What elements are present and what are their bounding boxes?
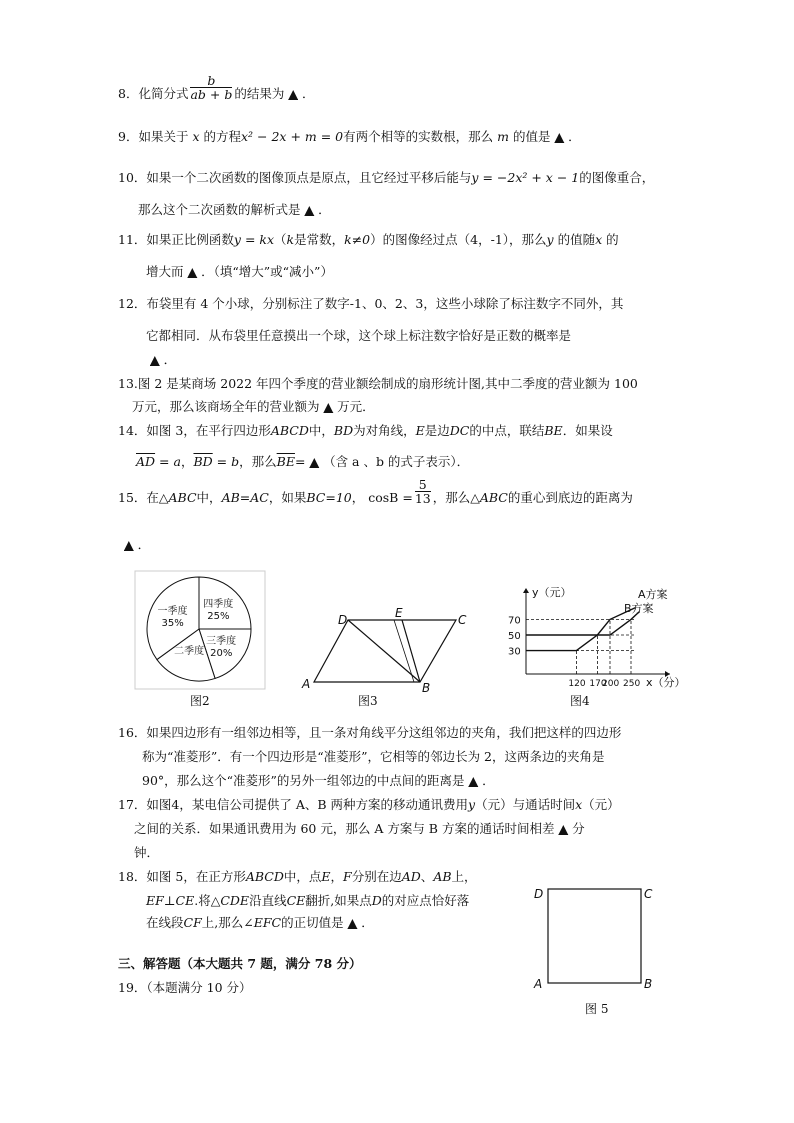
q18-ab: AB bbox=[433, 869, 452, 884]
fig5-label-C: C bbox=[644, 887, 653, 901]
fig4-ytick-50: 50 bbox=[508, 631, 521, 642]
q17-line2b: 分 bbox=[572, 821, 585, 836]
q11-x: x bbox=[595, 232, 603, 247]
q14-be: BE bbox=[544, 423, 563, 438]
q9-suffix: 的值是 bbox=[512, 129, 551, 144]
question-19: 19．（本题满分 10 分） bbox=[118, 980, 252, 995]
q14-eq3: = bbox=[294, 454, 306, 469]
fig4-y-arrow bbox=[523, 588, 529, 593]
diagonal-bd bbox=[348, 620, 420, 682]
fig4-legend-b: B方案 bbox=[624, 602, 654, 615]
q11-line2b: ．（填“增大”或“减小”） bbox=[201, 264, 333, 279]
q14-dc: DC bbox=[449, 423, 470, 438]
question-11-line2 bbox=[146, 264, 333, 280]
fig4-xtick-250: 250 bbox=[623, 679, 641, 689]
q9-equation: x² − 2x + m = 0 bbox=[241, 129, 344, 144]
question-16-line1 bbox=[118, 725, 621, 741]
pie-percent-3: 20% bbox=[210, 647, 233, 659]
q11-y: y bbox=[546, 232, 554, 247]
question-17-line2 bbox=[134, 821, 585, 837]
q9-var-x: x bbox=[192, 129, 200, 144]
q18-e: E bbox=[321, 869, 331, 884]
fig5-label-B: B bbox=[644, 977, 653, 991]
question-16-line3 bbox=[142, 773, 495, 789]
q18-text-c: ， bbox=[330, 869, 344, 884]
q9-mid: 的方程 bbox=[203, 129, 241, 144]
q15-bc: BC=10 bbox=[306, 490, 352, 505]
question-18-line2 bbox=[146, 893, 469, 909]
figure-5-square bbox=[530, 880, 660, 992]
q18-text-b: 中，点 bbox=[283, 869, 322, 884]
q8-denominator: ab + b bbox=[190, 87, 233, 102]
q9-prefix: 9．如果关于 bbox=[118, 129, 189, 144]
q10-line2: 那么这个二次函数的解析式是 bbox=[138, 202, 301, 217]
q11-equation: y = kx bbox=[233, 232, 275, 247]
q9-answer-blank: ▲ bbox=[554, 129, 565, 144]
q15-text-b: 中， bbox=[196, 490, 222, 505]
question-12-line2 bbox=[146, 328, 571, 344]
q16-line2: 称为“准菱形”．有一个四边形是“准菱形”，它相等的邻边长为 2，这两条边的夹角是 bbox=[142, 749, 605, 764]
q16-end: ． bbox=[482, 773, 495, 788]
label-B: B bbox=[422, 681, 431, 695]
q8-numerator: b bbox=[190, 74, 232, 88]
question-15-line2 bbox=[120, 537, 150, 553]
question-17-line1 bbox=[118, 797, 620, 813]
q15-text-c: ，如果 bbox=[268, 490, 307, 505]
q17-text-a: 17．如图4，某电信公司提供了 A、B 两种方案的移动通讯费用 bbox=[118, 797, 469, 812]
q15-fraction bbox=[415, 478, 431, 505]
label-E: E bbox=[395, 606, 403, 620]
q14-tail: （含 a 、b 的式子表示）． bbox=[323, 454, 470, 469]
question-15-line1 bbox=[118, 477, 633, 506]
q18-line3c: 的正切值是 bbox=[281, 915, 344, 930]
q18-ce: CE bbox=[286, 893, 306, 908]
q14-text-a: 14．如图 3，在平行四边形 bbox=[118, 423, 271, 438]
q11-line2: 增大而 bbox=[146, 264, 184, 279]
q11-text-c: 是常数， bbox=[294, 232, 345, 247]
q14-e: E bbox=[415, 423, 425, 438]
q14-mid: ，那么 bbox=[239, 454, 277, 469]
q15-cos: cosB = bbox=[368, 490, 413, 505]
question-10-line2 bbox=[138, 202, 331, 218]
q14-text-b: 中， bbox=[308, 423, 334, 438]
q18-line2c: 沿直线 bbox=[249, 893, 287, 908]
q10-answer-blank: ▲ bbox=[304, 202, 315, 217]
q18-ad: AD bbox=[401, 869, 421, 884]
q14-eq2: = b bbox=[216, 454, 240, 469]
q8-prefix: 8．化简分式 bbox=[118, 86, 189, 101]
q14-text-f: ．如果设 bbox=[562, 423, 613, 438]
q11-k: k bbox=[286, 232, 295, 247]
q15-abac: AB=AC bbox=[221, 490, 269, 505]
pie-percent-1: 35% bbox=[161, 618, 184, 630]
q16-line3: 90°，那么这个“准菱形”的另外一组邻边的中点间的距离是 bbox=[142, 773, 465, 788]
q18-text-d: 分别在边 bbox=[351, 869, 402, 884]
q11-answer-blank: ▲ bbox=[187, 264, 198, 279]
figure-5-caption: 图 5 bbox=[585, 1002, 609, 1016]
q16-line1: 16．如果四边形有一组邻边相等，且一条对角线平分这组邻边的夹角，我们把这样的四边形 bbox=[118, 725, 622, 740]
question-18-line1 bbox=[118, 869, 477, 885]
q11-k-condition: k≠0 bbox=[344, 232, 371, 247]
q18-efc: EFC bbox=[253, 915, 282, 930]
q18-line3b: 上,那么∠ bbox=[201, 915, 254, 930]
q18-f: F bbox=[343, 869, 352, 884]
q13-line1: 13.图 2 是某商场 2022 年四个季度的营业额绘制成的扇形统计图,其中二季度的营业额为 100 bbox=[118, 376, 638, 391]
question-17-line3 bbox=[134, 845, 159, 861]
q15-denominator: 13 bbox=[414, 491, 431, 506]
question-16-line2 bbox=[142, 749, 605, 765]
q12-answer-blank: ▲ bbox=[150, 352, 160, 367]
q11-text-d: ）的图像经过点（4，-1），那么 bbox=[370, 232, 547, 247]
q14-text-c: 为对角线， bbox=[353, 423, 416, 438]
fig5-label-D: D bbox=[534, 887, 544, 901]
q17-text-b: （元）与通话时间 bbox=[475, 797, 576, 812]
q18-line2e: 的对应点恰好落 bbox=[381, 893, 470, 908]
q15-text-f: 的重心到底边的距离为 bbox=[507, 490, 633, 505]
figure-2-pie-chart bbox=[135, 571, 265, 691]
question-10-line1 bbox=[118, 170, 654, 186]
figure-4-line-chart bbox=[506, 582, 686, 692]
question-14-line2: $\overline{AD} = a$，$\overline{BD} = b$，那么$\overline{BE}=$ ▲ （含 a 、b 的式子表示）． bbox=[136, 454, 470, 469]
question-14-line1 bbox=[118, 423, 613, 439]
pie-percent-2: 25% bbox=[207, 610, 230, 622]
q14-vector-ad: $\overline{AD}$ bbox=[136, 454, 156, 469]
q17-answer-blank: ▲ bbox=[558, 821, 569, 836]
q14-bd: BD bbox=[333, 423, 354, 438]
q18-answer-blank: ▲ bbox=[347, 915, 358, 930]
q18-d: D bbox=[371, 893, 382, 908]
question-13-line2 bbox=[132, 399, 375, 415]
label-C: C bbox=[458, 613, 467, 627]
q15-text-e: ，那么△ bbox=[432, 490, 480, 505]
q14-vector-bd: $\overline{BD}$ bbox=[193, 454, 213, 469]
q12-line1: 12．布袋里有 4 个小球，分别标注了数字-1、0、2、3，这些小球除了标注数字不同外，其 bbox=[118, 296, 624, 311]
fig4-y-axis-label: y（元） bbox=[532, 586, 572, 599]
q8-fraction bbox=[190, 74, 232, 101]
fig4-x-axis-label: x（分） bbox=[646, 676, 686, 689]
q14-text-e: 的中点，联结 bbox=[469, 423, 545, 438]
fig4-legend-a: A方案 bbox=[638, 588, 668, 601]
question-9 bbox=[118, 129, 581, 145]
q14-eq1: = a bbox=[159, 454, 181, 469]
label-D: D bbox=[338, 613, 348, 627]
q18-line2d: 翻折,如果点 bbox=[305, 893, 372, 908]
q9-var-m: m bbox=[497, 129, 509, 144]
q13-line2a: 万元，那么该商场全年的营业额为 bbox=[132, 399, 320, 414]
q15-text-d: ， bbox=[351, 490, 365, 505]
q8-suffix: 的结果为 bbox=[234, 86, 285, 101]
figure-2-caption: 图2 bbox=[190, 694, 210, 708]
question-18-line3 bbox=[146, 915, 374, 931]
q18-text-f: 上， bbox=[451, 869, 477, 884]
q9-mid2: 有两个相等的实数根，那么 bbox=[343, 129, 494, 144]
q18-line3a: 在线段 bbox=[146, 915, 184, 930]
q10-equation: y = −2x² + x − 1 bbox=[471, 170, 580, 185]
q16-answer-blank: ▲ bbox=[468, 773, 479, 788]
q18-abcd: ABCD bbox=[245, 869, 284, 884]
question-11-line1 bbox=[118, 232, 619, 248]
fig4-ytick-70: 70 bbox=[508, 615, 521, 627]
q15-end: ． bbox=[137, 537, 151, 552]
q17-y: y bbox=[468, 797, 476, 812]
q18-text-a: 18．如图 5，在正方形 bbox=[118, 869, 246, 884]
section-3-title: 三、解答题（本大题共 7 题，满分 78 分） bbox=[118, 956, 362, 971]
q18-cde: CDE bbox=[220, 893, 250, 908]
q10-text-a: 10．如果一个二次函数的图像顶点是原点，且它经过平移后能与 bbox=[118, 170, 472, 185]
question-8 bbox=[118, 73, 315, 102]
q9-end: ． bbox=[568, 129, 581, 144]
pie-label-1: 一季度 bbox=[157, 606, 188, 618]
q13-line2b: 万元． bbox=[337, 399, 375, 414]
q8-end: ． bbox=[301, 86, 315, 101]
q18-cf: CF bbox=[183, 915, 202, 930]
q12-end: ． bbox=[163, 352, 177, 367]
q17-line2a: 之间的关系．如果通讯费用为 60 元，那么 A 方案与 B 方案的通话时间相差 bbox=[134, 821, 555, 836]
pie-label-3: 三季度 bbox=[206, 635, 237, 647]
parallelogram-abcd bbox=[314, 620, 456, 682]
q15-abc2: ABC bbox=[479, 490, 508, 505]
q10-end: ． bbox=[318, 202, 331, 217]
q15-text-a: 15．在△ bbox=[118, 490, 169, 505]
pie-label-4: 二季度 bbox=[174, 646, 205, 658]
fig4-series bbox=[526, 608, 639, 651]
label-A: A bbox=[302, 677, 311, 691]
fig4-xtick-170: 170 bbox=[589, 679, 607, 689]
q11-text-a: 11．如果正比例函数 bbox=[118, 232, 234, 247]
q12-line2: 它都相同．从布袋里任意摸出一个球，这个球上标注数字恰好是正数的概率是 bbox=[146, 328, 572, 343]
fig4-series-b bbox=[526, 612, 639, 635]
q14-abcd: ABCD bbox=[270, 423, 309, 438]
pie-label-2: 四季度 bbox=[203, 598, 234, 610]
figure-4-caption: 图4 bbox=[570, 694, 590, 708]
q18-end: ． bbox=[361, 915, 374, 930]
q18-line2a: EF⊥CE bbox=[146, 893, 195, 908]
q18-line2b: .将△ bbox=[194, 893, 221, 908]
q11-text-e: 的值随 bbox=[557, 232, 596, 247]
fig4-xtick-200: 200 bbox=[602, 679, 620, 689]
question-12-line3 bbox=[146, 352, 176, 368]
q14-vector-be: $\overline{BE}$ bbox=[276, 454, 295, 469]
q11-text-b: （ bbox=[274, 232, 287, 247]
fig5-label-A: A bbox=[534, 977, 543, 991]
fig4-xtick-120: 120 bbox=[568, 679, 586, 689]
q14-text-d: 是边 bbox=[424, 423, 450, 438]
q18-text-e: 、 bbox=[420, 869, 434, 884]
square-abcd bbox=[548, 889, 641, 983]
q15-numerator: 5 bbox=[415, 478, 431, 492]
q15-abc: ABC bbox=[168, 490, 197, 505]
q14-answer-blank: ▲ bbox=[309, 454, 320, 469]
fig4-ytick-30: 30 bbox=[508, 646, 521, 658]
q15-answer-blank: ▲ bbox=[124, 537, 134, 552]
q17-text-c: （元） bbox=[582, 797, 620, 812]
figure-3-caption: 图3 bbox=[358, 694, 378, 708]
figure-3-parallelogram bbox=[296, 606, 476, 694]
q17-x: x bbox=[575, 797, 583, 812]
question-13-line1 bbox=[118, 376, 638, 392]
question-12-line1 bbox=[118, 296, 623, 312]
q10-text-b: 的图像重合， bbox=[579, 170, 655, 185]
q13-answer-blank: ▲ bbox=[323, 399, 334, 414]
q11-text-f: 的 bbox=[606, 232, 619, 247]
q17-line3: 钟． bbox=[134, 845, 160, 860]
q8-answer-blank: ▲ bbox=[288, 86, 298, 101]
